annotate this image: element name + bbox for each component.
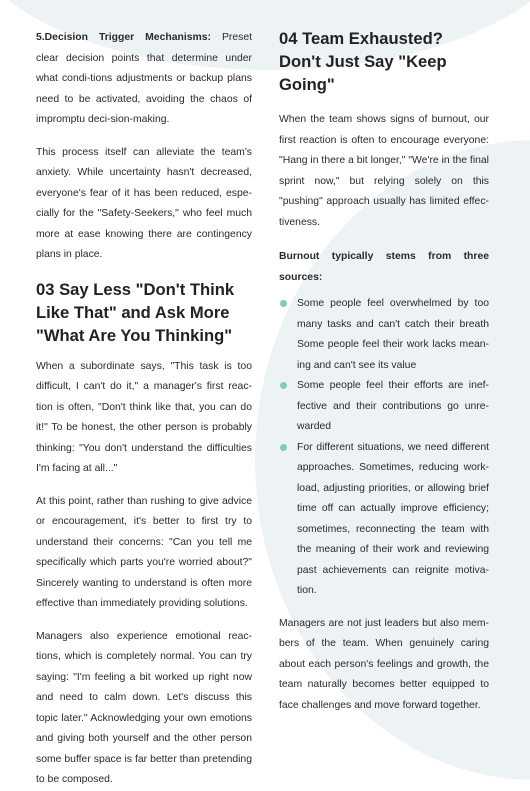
- anxiety-paragraph: This process itself can alleviate the team's anxiety. While uncertainty hasn't decreased, everyone's fear of it has been reduced, espe-cially for the "Safety-Seekers," who feel much more at ease knowing there are contingency plans in place.: [36, 146, 252, 260]
- subordinate-paragraph: When a subordinate says, "This task is too difficult, I can't do it," a manager's first reac-tion is often, "Don't think like that, you can do it!" To be honest, the other person is probably thinking: "You don't understand the difficulties I'm facing at all...": [36, 360, 252, 474]
- list-item-text: Some people feel their efforts are inef-fective and their contributions go unre-warded: [297, 380, 489, 432]
- list-item-text: Some people feel overwhelmed by too many tasks and can't catch their breath Some people feel their work lacks mean-ing and can't see its value: [297, 298, 489, 371]
- closing-paragraph: Managers are not just leaders but also mem-bers of the team. When genuinely caring about each person's feelings and growth, the team naturally becomes better equipped to face challenges and move forward together.: [279, 617, 489, 711]
- decision-trigger-paragraph: [36, 0, 252, 131]
- burnout-sources-title-line1: Burnout typically stems from three: [279, 251, 489, 262]
- left-column: [36, 0, 252, 791]
- list-item-text: For different situations, we need different approaches. Sometimes, reducing work-load, adjusting priorities, or allowing brief time off can actually improve efficiency; sometimes, reconnecting the team with the meaning of their work and reviewing past achievements can reignite motiva-tion.: [297, 441, 489, 596]
- decision-trigger-text: Preset clear decision points that determine under what condi-tions adjustments or backup plans need to be activated, avoiding the chaos of impromptu deci-sion-making.: [36, 32, 252, 125]
- list-item: [279, 438, 489, 602]
- burnout-sources-title: [279, 247, 489, 288]
- right-column: [279, 0, 489, 716]
- list-item: [279, 294, 489, 376]
- bullet-dot-icon: [280, 382, 287, 389]
- section-03-title: 03 Say Less "Don't Think Like That" and Ask More "What Are You Thinking": [36, 279, 235, 345]
- decision-trigger-label: 5.Decision Trigger Mechanisms:: [36, 32, 211, 43]
- section-04-title: 04 Team Exhausted? Don't Just Say "Keep Going": [279, 29, 447, 94]
- burnout-sources-list: [279, 294, 489, 602]
- manager-emotions-paragraph: Managers also experience emotional reac-tions, which is completely normal. You can try saying: "I'm feeling a bit worked up right now and need to calm down. Let's discuss this topic later." Acknowledging your own emotions and giving both yourself and the other person some buffer space is far better than pretending to be composed.: [36, 630, 252, 785]
- burnout-sources-title-line2: sources:: [279, 271, 323, 283]
- understand-concerns-paragraph: At this point, rather than rushing to give advice or encouragement, it's better to first try to understand their concerns: "Can you tell me specifically which parts you're worried about?" Sincerely wanting to understand is often more effective than immediately providing solutions.: [36, 495, 252, 609]
- list-item: [279, 376, 489, 438]
- bullet-dot-icon: [280, 444, 287, 451]
- burnout-intro-paragraph: When the team shows signs of burnout, our first reaction is often to encourage everyone: "Hang in there a bit longer," "We're in the final sprint now," but relying solely on this "pushing" approach usually has limited effec-tiveness.: [279, 114, 489, 228]
- bullet-dot-icon: [280, 300, 287, 307]
